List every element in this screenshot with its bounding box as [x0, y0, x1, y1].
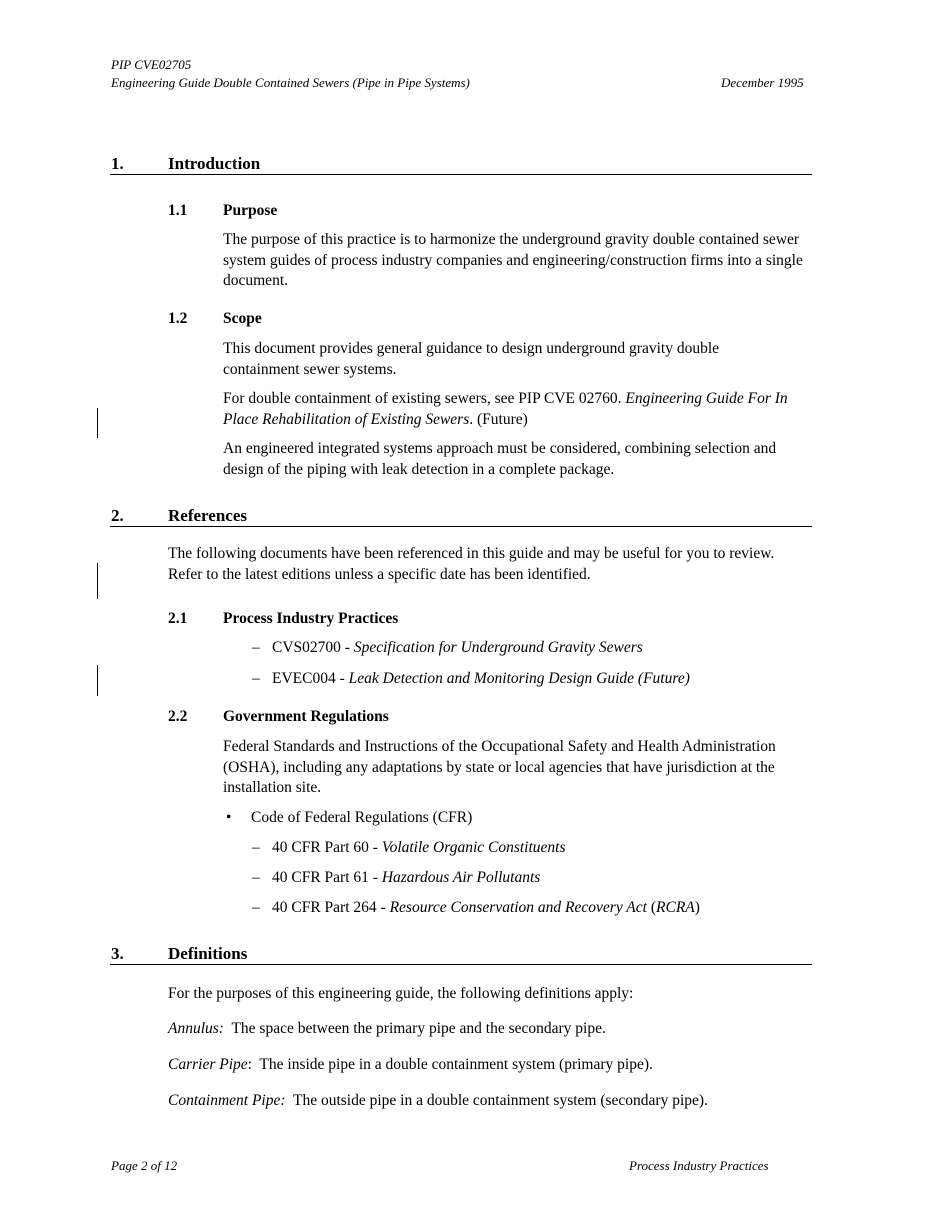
- scope-p2-reference-title: Engineering Guide For In Place Rehabilitation of Existing Sewers: [223, 390, 788, 428]
- subsection-number: 2.2: [168, 708, 188, 725]
- section-rule: [110, 526, 812, 527]
- definitions-intro: For the purposes of this engineering guide, the following definitions apply:: [168, 985, 634, 1002]
- subsection-number: 2.1: [168, 610, 188, 627]
- cfr-reference-title: Hazardous Air Pollutants: [381, 869, 541, 886]
- section-rule: [110, 964, 812, 965]
- cfr-reference-title: Resource Conservation and Recovery Act: [389, 899, 647, 916]
- section-number: 1.: [111, 154, 124, 173]
- purpose-paragraph: The purpose of this practice is to harmonize the underground gravity double contained sewer system guides of process industry companies and engineering/construction firms into a single document.: [223, 231, 803, 289]
- scope-paragraph-2: [223, 389, 813, 430]
- section-rule: [110, 174, 812, 175]
- dash-marker: –: [252, 899, 260, 916]
- pip-reference-title: Leak Detection and Monitoring Design Guide (Future): [348, 670, 690, 687]
- dash-marker: –: [252, 639, 260, 656]
- dash-marker: –: [252, 670, 260, 687]
- pip-reference-code: EVEC004 -: [272, 670, 349, 687]
- subsection-title-scope: Scope: [223, 310, 262, 327]
- section-number: 3.: [111, 944, 124, 963]
- footer-page-number: Page 2 of 12: [111, 1158, 178, 1173]
- definition-item: [168, 1055, 653, 1076]
- subsection-title-purpose: Purpose: [223, 202, 278, 219]
- section-title-references: References: [168, 506, 247, 525]
- references-intro-paragraph: The following documents have been referenced in this guide and may be useful for you to review. Refer to the latest editions unless a specific date has been identified.: [168, 545, 775, 583]
- definition-item: [168, 1091, 708, 1112]
- cfr-reference-code: 40 CFR Part 264 -: [272, 899, 390, 916]
- definition-text: The space between the primary pipe and the secondary pipe.: [223, 1020, 606, 1037]
- definition-text: : The inside pipe in a double containment system (primary pipe).: [247, 1056, 653, 1073]
- bullet-marker: •: [226, 809, 232, 826]
- subsection-title-pip: Process Industry Practices: [223, 610, 399, 627]
- definition-text: The outside pipe in a double containment system (secondary pipe).: [285, 1092, 708, 1109]
- subsection-number: 1.1: [168, 202, 188, 219]
- cfr-paren-close: ): [694, 899, 700, 916]
- definition-term: Containment Pipe:: [168, 1092, 286, 1109]
- definition-term: Carrier Pipe: [168, 1056, 248, 1073]
- cfr-reference-code: 40 CFR Part 60 -: [272, 839, 382, 856]
- pip-reference-item: [272, 639, 643, 657]
- cfr-bullet-item: Code of Federal Regulations (CFR): [251, 809, 473, 826]
- pip-reference-title: Specification for Underground Gravity Sewers: [353, 639, 643, 656]
- government-regulations-paragraph: Federal Standards and Instructions of the Occupational Safety and Health Administration (OSHA), including any adaptations by state or local agencies that have jurisdiction at the installation site.: [223, 738, 776, 796]
- cfr-reference-title: Volatile Organic Constituents: [381, 839, 566, 856]
- pip-reference-code: CVS02700 -: [272, 639, 354, 656]
- change-bar: [97, 408, 98, 438]
- header-doc-title: Engineering Guide Double Contained Sewers (Pipe in Pipe Systems): [111, 75, 470, 90]
- scope-paragraph-1: This document provides general guidance to design underground gravity double containment sewer systems.: [223, 340, 720, 378]
- subsection-number: 1.2: [168, 310, 188, 327]
- scope-p2-text: For double containment of existing sewers, see PIP CVE 02760.: [223, 390, 626, 407]
- header-date: December 1995: [721, 75, 804, 90]
- pip-reference-item: [272, 670, 690, 688]
- cfr-reference-code: 40 CFR Part 61 -: [272, 869, 382, 886]
- footer-organization: Process Industry Practices: [629, 1158, 769, 1173]
- dash-marker: –: [252, 839, 260, 856]
- section-title-introduction: Introduction: [168, 154, 261, 173]
- scope-paragraph-3: An engineered integrated systems approach must be considered, combining selection and design of the piping with leak detection in a complete package.: [223, 440, 777, 478]
- section-number: 2.: [111, 506, 124, 525]
- definition-item: [168, 1019, 606, 1040]
- header-doc-id: PIP CVE02705: [111, 57, 192, 72]
- cfr-reference-item: [272, 839, 566, 857]
- dash-marker: –: [252, 869, 260, 886]
- scope-p2-suffix: . (Future): [469, 410, 528, 428]
- cfr-abbreviation: RCRA: [656, 899, 695, 916]
- change-bar: [97, 563, 98, 599]
- cfr-reference-item: [272, 869, 540, 887]
- subsection-title-government-regulations: Government Regulations: [223, 708, 389, 725]
- change-bar: [97, 665, 98, 696]
- cfr-paren-open: (: [646, 899, 657, 916]
- section-title-definitions: Definitions: [168, 944, 248, 963]
- definition-term: Annulus:: [168, 1020, 224, 1037]
- cfr-reference-item: [272, 899, 700, 917]
